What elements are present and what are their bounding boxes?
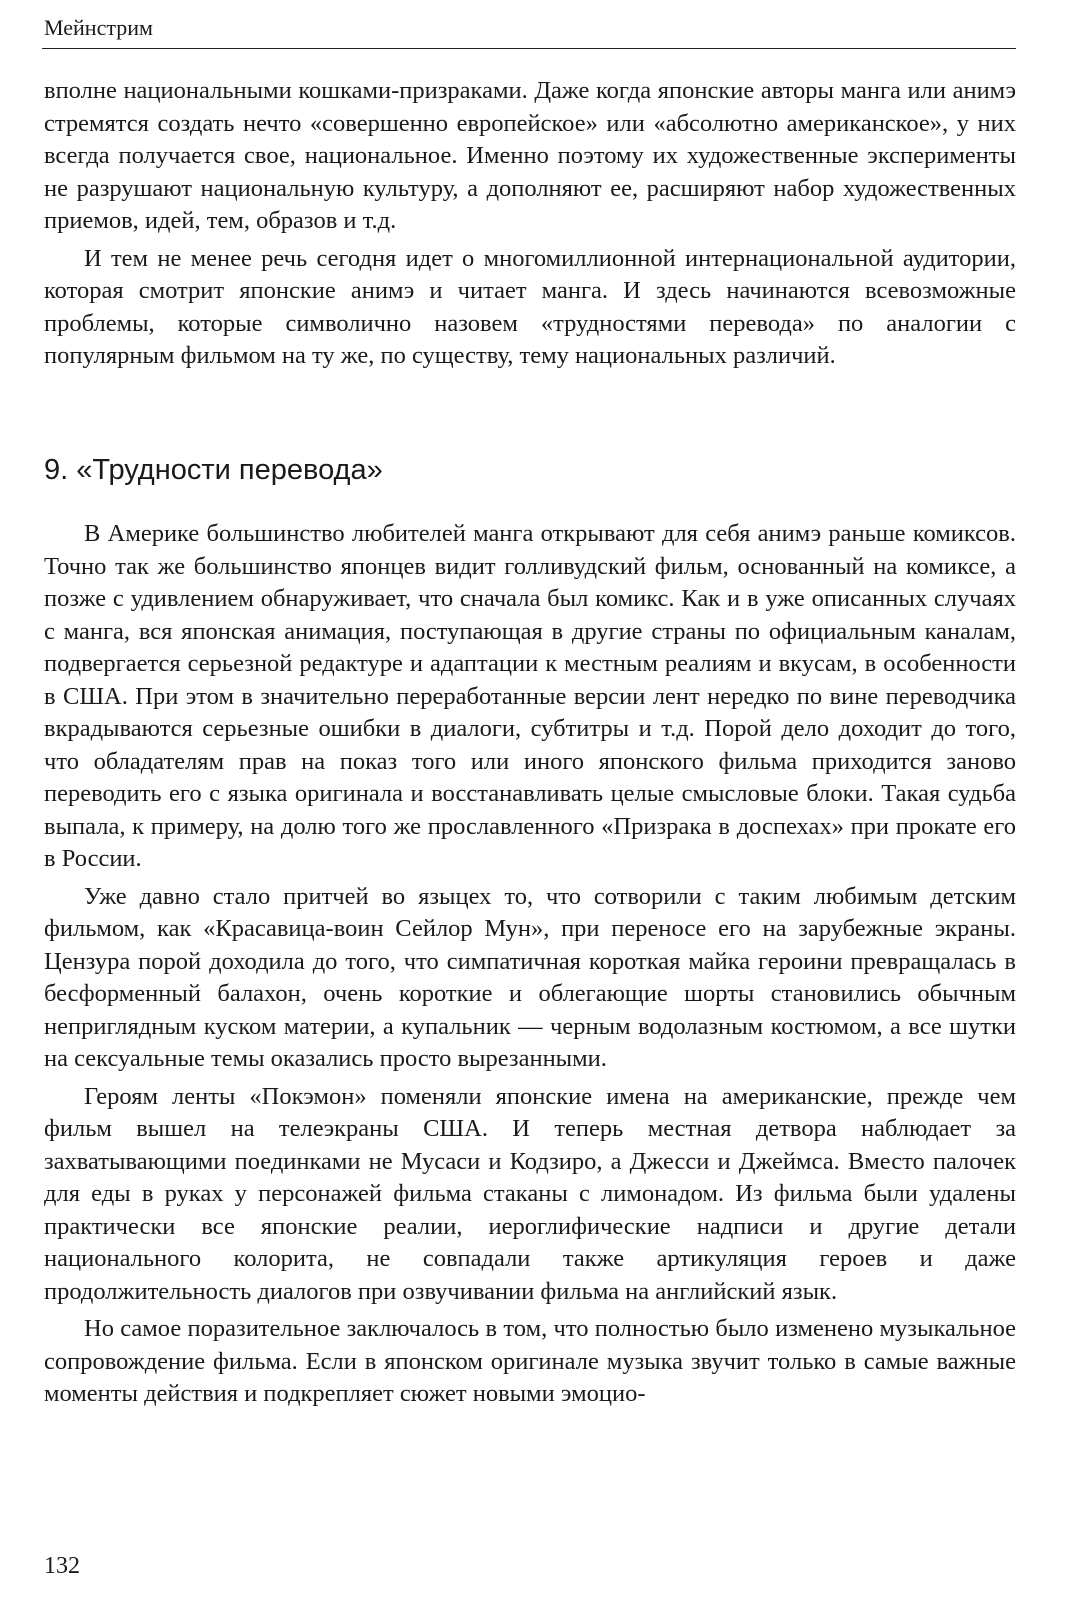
text-block-top xyxy=(44,75,1016,373)
paragraph: И тем не менее речь сегодня идет о многомиллионной интернациональной аудитории, которая смотрит японские анимэ и читает манга. И здесь начинаются всевозможные проблемы, которые символично назовем «трудностями перевода» по аналогии с популярным фильмом на ту же, по существу, тему национальных различий. xyxy=(44,244,1016,369)
running-header: Мейнстрим xyxy=(44,15,153,40)
text-block-main xyxy=(44,518,1016,1411)
paragraph: Героям ленты «Покэмон» поменяли японские имена на американские, прежде чем фильм вышел на телеэкраны США. И теперь местная детвора наблюдает за захватывающими поединками не Мусаси и Кодзиро, а Джесси и Джеймса. Вместо палочек для еды в руках у персонажей фильма стаканы с лимонадом. Из фильма были удалены практически все японские реалии, иероглифические надписи и другие детали национального колорита, не совпадали также артикуляция героев и даже продолжительность диалогов при озвучивании фильма на английский язык. xyxy=(44,1082,1016,1305)
paragraph: Уже давно стало притчей во языцех то, что сотворили с таким любимым детским фильмом, как «Красавица-воин Сейлор Мун», при переносе его на зарубежные экраны. Цензура порой доходила до того, что симпатичная короткая майка героини превращалась в бесформенный балахон, очень короткие и облегающие шорты становились обычным неприглядным куском материи, а купальник — черным водолазным костюмом, а все шутки на сексуальные темы оказались просто вырезанными. xyxy=(44,882,1016,1072)
header-rule xyxy=(42,48,1016,49)
paragraph: В Америке большинство любителей манга открывают для себя анимэ раньше комиксов. Точно так же большинство японцев видит голливудский фильм, основанный на комиксе, а позже с удивлением обнаруживает, что сначала был комикс. Как и в уже описанных случаях с манга, вся японская анимация, поступающая в другие страны по официальным каналам, подвергается серьезной редактуре и адаптации к местным реалиям и вкусам, в особенности в США. При этом в значительно переработанные версии лент нередко по вине переводчика вкрадываются серьезные ошибки в диалоги, субтитры и т.д. Порой дело доходит до того, что обладателям прав на показ того или иного японского фильма приходится заново переводить его с языка оригинала и восстанавливать целые смысловые блоки. Такая судьба выпала, к примеру, на долю того же прославленного «Призрака в доспехах» при прокате его в России. xyxy=(44,520,1016,872)
page-number: 132 xyxy=(44,1553,80,1579)
paragraph: вполне национальными кошками-призраками. Даже когда японские авторы манга или анимэ стремятся создать нечто «совершенно европейское» или «абсолютно американское», у них всегда получается свое, национальное. Именно поэтому их художественные эксперименты не разрушают национальную культуру, а дополняют ее, расширяют набор художественных приемов, идей, тем, образов и т.д. xyxy=(44,77,1016,234)
section-heading: 9. «Трудности перевода» xyxy=(44,454,383,486)
paragraph: Но самое поразительное заключалось в том, что полностью было изменено музыкальное сопровождение фильма. Если в японском оригинале музыка звучит только в самые важные моменты действия и подкрепляет сюжет новыми эмоцио- xyxy=(44,1315,1016,1407)
